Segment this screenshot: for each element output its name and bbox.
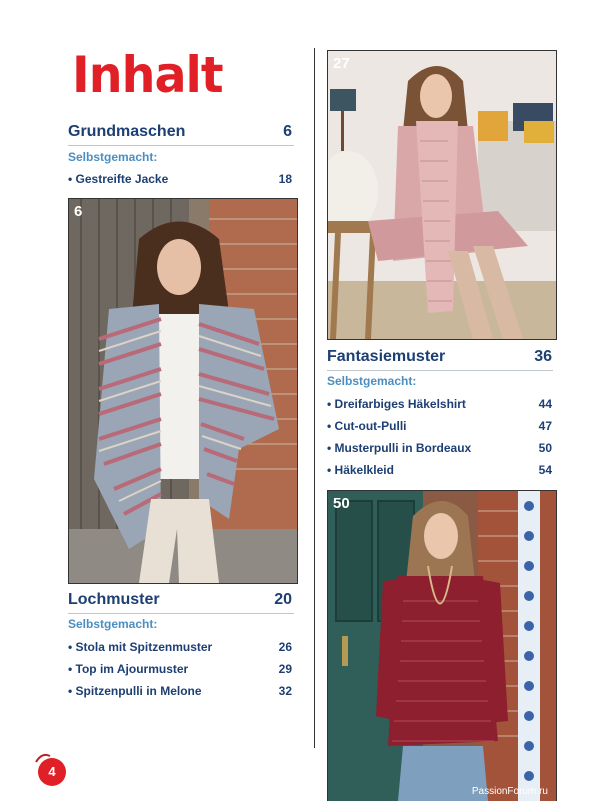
- list-item-label: • Musterpulli in Bordeaux: [327, 441, 472, 455]
- photo-striped-jacket: [68, 198, 298, 584]
- section-title-fantasiemuster: Fantasiemuster: [327, 348, 446, 365]
- page-title: Inhalt: [72, 46, 223, 104]
- photo-number: 50: [333, 495, 350, 512]
- section-title-grundmaschen: Grundmaschen: [68, 123, 186, 140]
- column-divider: [314, 48, 315, 748]
- list-item-label: • Dreifarbiges Häkelshirt: [327, 397, 466, 411]
- photo-pink-stole-art: [328, 51, 556, 339]
- photo-striped-jacket-art: [69, 199, 297, 583]
- section-page-lochmuster: 20: [274, 591, 292, 608]
- list-item-label: • Spitzenpulli in Melone: [68, 684, 202, 698]
- divider-line: [327, 370, 553, 371]
- photo-number: 6: [74, 203, 83, 220]
- section-subtitle-fantasiemuster: Selbstgemacht:: [327, 374, 417, 388]
- list-item-label: • Top im Ajourmuster: [68, 662, 189, 676]
- list-item-page: 54: [538, 463, 552, 477]
- photo-bordeaux-pullover-art: [328, 491, 556, 801]
- section-subtitle-grundmaschen: Selbstgemacht:: [68, 150, 158, 164]
- list-item-label: • Häkelkleid: [327, 463, 394, 477]
- photo-number: 27: [333, 55, 350, 72]
- list-item-page: 29: [278, 662, 292, 676]
- section-title-lochmuster: Lochmuster: [68, 591, 160, 608]
- list-item-label: • Cut-out-Pulli: [327, 419, 407, 433]
- photo-bordeaux-pullover: [327, 490, 557, 801]
- divider-line: [68, 145, 294, 146]
- list-item-page: 32: [278, 684, 292, 698]
- list-item-page: 47: [538, 419, 552, 433]
- page-number-badge: 4: [38, 758, 66, 786]
- list-item-label: • Stola mit Spitzenmuster: [68, 640, 213, 654]
- photo-pink-stole: [327, 50, 557, 340]
- list-item-label: • Gestreifte Jacke: [68, 172, 169, 186]
- list-item-page: 50: [538, 441, 552, 455]
- section-page-fantasiemuster: 36: [534, 348, 552, 365]
- list-item-page: 18: [278, 172, 292, 186]
- credit-watermark: PassionForum.ru: [471, 786, 548, 797]
- list-item-page: 44: [538, 397, 552, 411]
- section-subtitle-lochmuster: Selbstgemacht:: [68, 617, 158, 631]
- divider-line: [68, 613, 294, 614]
- section-page-grundmaschen: 6: [283, 123, 292, 140]
- list-item-page: 26: [278, 640, 292, 654]
